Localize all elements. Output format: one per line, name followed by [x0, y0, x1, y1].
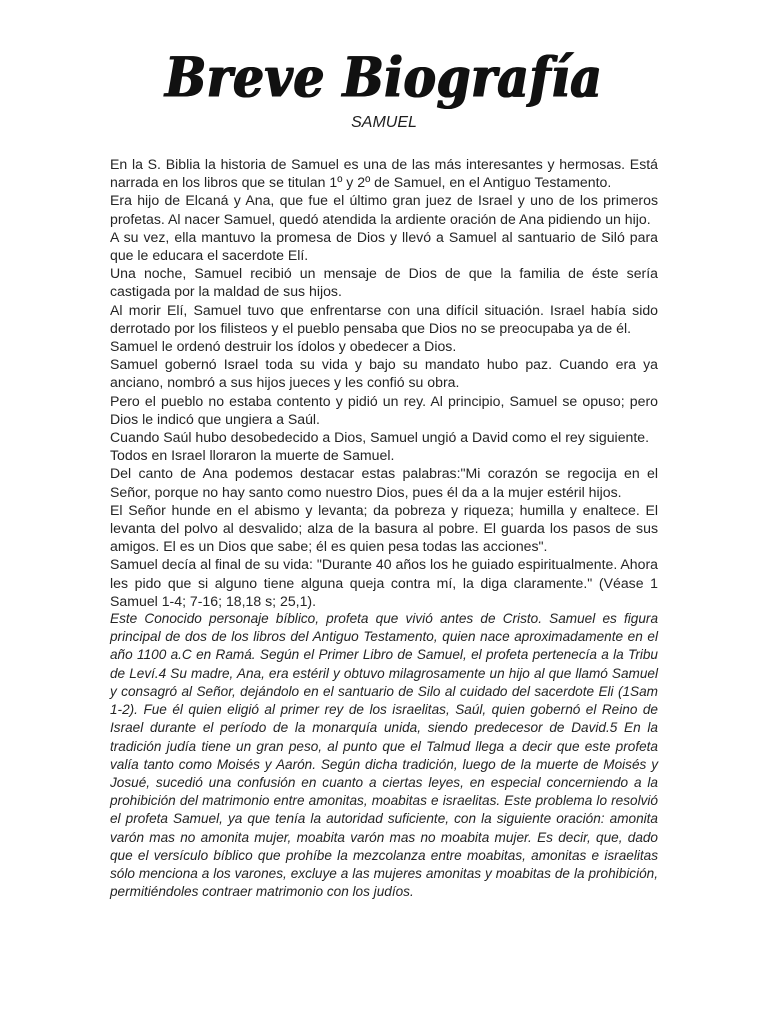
italic-paragraph: Este Conocido personaje bíblico, profeta que vivió antes de Cristo. Samuel es figura principal de dos de los libros del Antiguo Testamento, quien nace aproximadamente en el año 1100 a.C en Ramá. Según el Primer Libro de Samuel, el profeta pertenecía a la Tribu de Leví.4 Su madre, Ana, era estéril y obtuvo milagrosamente un hijo al que llamó Samuel y consagró al Señor, dejándolo en el santuario de Silo al cuidado del sacerdote Eli (1Sam 1-2). Fue él quien eligió al primer rey de los israelitas, Saúl, quien gobernó el Reino de Israel durante el período de la monarquía unida, siendo predecesor de David.5 En la tradición judía tiene un gran peso, al punto que el Talmud llega a decir que este profeta valía tanto como Moisés y Aarón. Según dicha tradición, luego de la muerte de Moisés y Josué, sucedió una confusión en cuanto a ciertas leyes, en especial concerniendo a la prohibición del matrimonio entre amonitas, moabitas e israelitas. Este problema lo resolvió el profeta Samuel, ya que tenía la autoridad suficiente, con la siguiente oración: amonita varón mas no amonita mujer, moabita varón mas no moabita mujer. Es decir, que, dado que el versículo bíblico que prohíbe la mezcolanza entre moabitas, amonitas e israelitas sólo menciona a los varones, excluye a las mujeres amonitas y moabitas de la prohibición, permitiéndoles contraer matrimonio con los judíos. [110, 611, 658, 900]
paragraph: Samuel le ordenó destruir los ídolos y obedecer a Dios. [110, 338, 457, 355]
paragraph: A su vez, ella mantuvo la promesa de Dios y llevó a Samuel al santuario de Siló para que le educara el sacerdote Elí. [110, 228, 658, 264]
paragraph: Al morir Elí, Samuel tuvo que enfrentarse con una difícil situación. Israel había sido derrotado por los filisteos y el pueblo pensaba que Dios no se preocupaba ya de él. [110, 301, 658, 336]
paragraph: Era hijo de Elcaná y Ana, que fue el último gran juez de Israel y uno de los primeros profetas. Al nacer Samuel, quedó atendida la ardiente oración de Ana pidiendo un hijo. [110, 192, 658, 227]
document-body [110, 155, 658, 901]
paragraph: Del canto de Ana podemos destacar estas palabras:"Mi corazón se regocija en el Señor, porque no hay santo como nuestro Dios, pues él da a la mujer estéril hijos. [110, 465, 658, 500]
document-title: Breve Biografía [165, 46, 603, 111]
paragraph: Samuel gobernó Israel toda su vida y bajo su mandato hubo paz. Cuando era ya anciano, nombró a sus hijos jueces y les confió su obra. [110, 356, 658, 391]
paragraph: Una noche, Samuel recibió un mensaje de Dios de que la familia de éste sería castigada por la maldad de sus hijos. [110, 265, 658, 300]
paragraph: Pero el pueblo no estaba contento y pidió un rey. Al principio, Samuel se opuso; pero Dios le indicó que ungiera a Saúl. [110, 392, 658, 427]
paragraph: El Señor hunde en el abismo y levanta; da pobreza y riqueza; humilla y enaltece. El levanta del polvo al desvalido; alza de la basura al pobre. El guarda los pasos de sus amigos. El es un Dios que sabe; él es quien pesa todas las acciones". [110, 501, 658, 555]
paragraph: Cuando Saúl hubo desobedecido a Dios, Samuel ungió a David como el rey siguiente. [110, 429, 650, 446]
document-subtitle: SAMUEL [351, 114, 417, 131]
paragraph: Samuel decía al final de su vida: "Durante 40 años los he guiado espiritualmente. Ahora les pido que si alguno tiene alguna queja contra mí, la diga claramente." (Véase 1 Samuel 1-4; 7-16; 18,18 s; 25,1). [110, 556, 658, 609]
paragraph: En la S. Biblia la historia de Samuel es una de las más interesantes y hermosas. Está narrada en los libros que se titulan 1º y 2º de Samuel, en el Antiguo Testamento. [110, 156, 658, 191]
paragraph: Todos en Israel lloraron la muerte de Samuel. [110, 447, 395, 464]
